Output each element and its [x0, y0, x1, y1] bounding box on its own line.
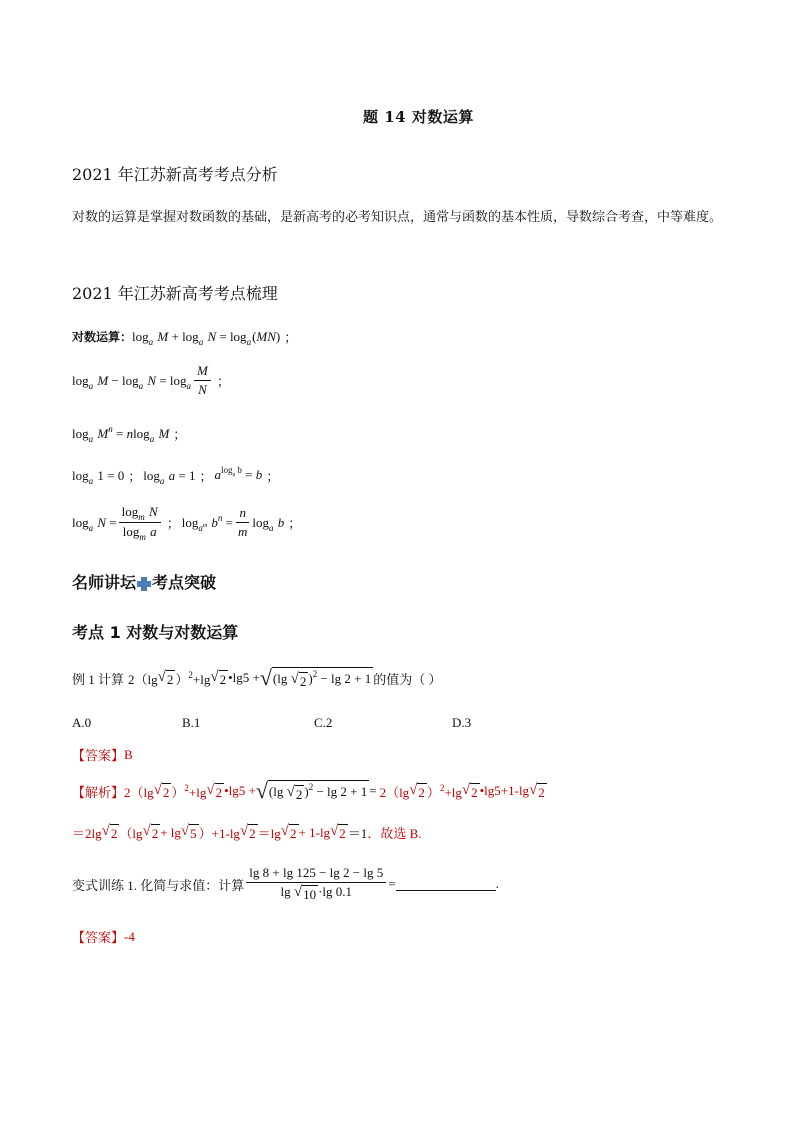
formula-identities: $\log_a 1 = 0$ ； $\log_a a = 1$ ； $a^{log_a b} = b$ ； — [72, 465, 280, 486]
analysis-conclusion: ．故选 B. — [367, 826, 422, 841]
variant1-answer-label: 【答案】 — [72, 930, 125, 945]
variant1-answer — [72, 927, 135, 946]
option-a: A.0 — [72, 715, 92, 730]
section-heading-lecture — [72, 570, 216, 593]
option-d: D.3 — [452, 715, 472, 730]
example1-question: 例 1 计算 2（lg √ 2 ）$^2$+lg √ 2 •lg5 + √ (lg √ 2 )$^2$ − lg 2 + 1 的值为（ ） — [72, 665, 442, 690]
plus-decoration-icon — [137, 577, 151, 591]
page-title: 题 14 对数运算 — [363, 108, 474, 126]
formula-quotient-rule: $\log_a M - \log_a N = \log_a$ $\frac{M}{N}$ ； — [72, 363, 230, 397]
option-b: B.1 — [182, 715, 201, 730]
example1-label: 例 1 计算 — [72, 671, 125, 687]
option-c: C.2 — [314, 715, 333, 730]
lecture-heading-right: 考点突破 — [152, 573, 217, 592]
formula-product-rule: 对数运算： $\log_a M + \log_a N = \log_a(MN)$ ； — [72, 328, 298, 347]
example1-analysis-line1: 【解析】 2（lg √ 2 ）$^2$+lg √ 2 •lg5 + √ (lg √ 2 )$^2$ − lg 2 + 1 = 2（lg √ 2 ）$^2$+lg √ 2 •lg5+1-lg √ 2 — [72, 778, 545, 803]
variant1-period: . — [495, 876, 499, 891]
example1-analysis-line2: ＝2lg √ 2 （lg √ 2 + lg √ 5 ）+1-lg √ 2 ＝lg √ 2 + 1-lg √ 2 ＝1 ．故选 B. — [72, 823, 422, 841]
variant1-label: 变式训练 1. 化简与求值：计算 — [72, 877, 245, 893]
variant1-den-prefix: lg — [280, 884, 291, 899]
variant1-answer-value: -4 — [124, 928, 135, 944]
variant1-denominator: lg √ 10 ·lg 0.1 — [280, 884, 353, 902]
answer-value: B — [124, 746, 133, 762]
example1-suffix: 的值为（ ） — [373, 671, 442, 687]
section-heading-summary: 2021 年江苏新高考考点梳理 — [72, 284, 278, 303]
kaodian-heading: 考点 1 对数与对数运算 — [72, 623, 239, 642]
answer-label: 【答案】 — [72, 748, 125, 763]
analysis-label: 【解析】 — [72, 784, 125, 800]
section-heading-analysis: 2021 年江苏新高考考点分析 — [72, 165, 278, 184]
variant1-den-suffix: ·lg 0.1 — [318, 884, 353, 899]
lecture-heading-left: 名师讲坛 — [72, 573, 137, 592]
answer-blank — [396, 877, 496, 891]
formula-change-of-base: $\log_a N$ = $\frac{\log_m N}{\log_m a}$ ； $\log_{a^m} b^n$ = $\frac{n}{m}$ $\log_a b$ ； — [72, 504, 302, 542]
example1-answer — [72, 745, 133, 764]
variant1-equals: = — [388, 876, 396, 891]
formula-power-rule: $\log_a M^n = nlog_a$ M ； — [72, 423, 187, 444]
variant1-fraction — [246, 866, 386, 902]
formula-label: 对数运算： — [72, 330, 133, 344]
variant1-numerator: lg 8 + lg 125 − lg 2 − lg 5 — [246, 866, 386, 883]
analysis-paragraph: 对数的运算是掌握对数函数的基础，是新高考的必考知识点，通常与函数的基本性质，导数综合考查，中等难度。 — [72, 210, 723, 225]
variant1-question — [72, 866, 499, 902]
